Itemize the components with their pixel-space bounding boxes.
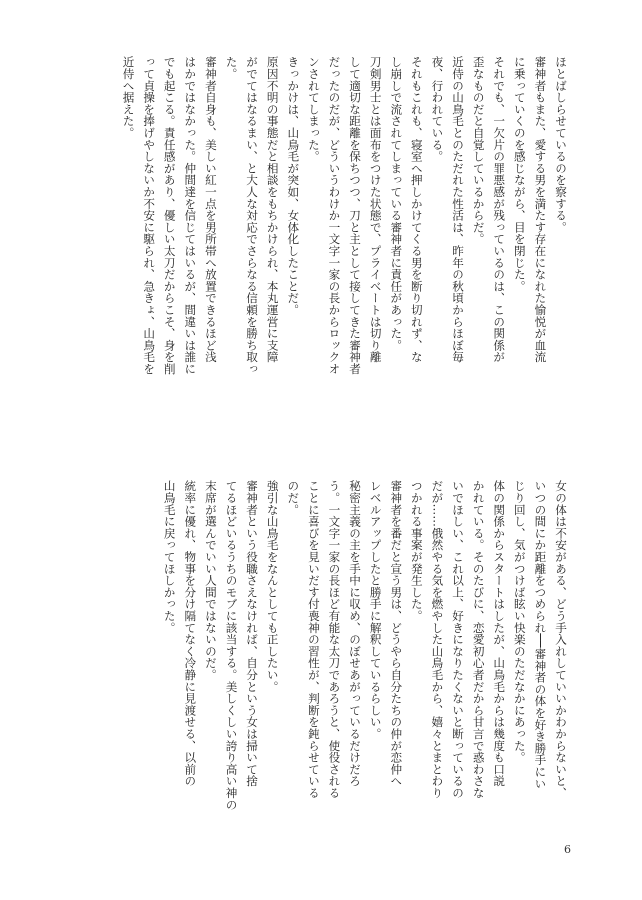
- text-line: 近侍へ据えた。: [121, 56, 136, 139]
- text-line: それでも、一欠片の罪悪感が残っているのは、この関係が: [492, 56, 507, 363]
- text-line: きっかけは、山鳥毛が突如、女体化したことだ。: [286, 56, 301, 316]
- text-line: して適切な距離を保ちつつ、刀と主として接してきた審神者: [348, 56, 363, 375]
- text-line: 秘密主義の主を手中に収め、のぼせあがっているだけだろ: [348, 480, 363, 787]
- text-line: ほとばしらせているのを察する。: [554, 56, 568, 233]
- text-line: でも起こる。責任感があり、優しい太刀だからこそ、身を削: [162, 56, 177, 375]
- text-line: 刀剣男士とは面布をつけた状態で、プライベートは切り離: [368, 56, 383, 363]
- text-line: いつの間にか距離をつめられ──審神者の体を好き勝手にい: [533, 480, 548, 790]
- text-line: って貞操を捧げやしないか不安に駆られ、急きょ、山鳥毛を: [142, 56, 157, 375]
- text-line: 審神者自身も、美しい紅一点を男所帯へ放置できるほど浅: [203, 56, 218, 363]
- text-line: ことに喜びを見いだす付喪神の習性が、判断を鈍らせている: [306, 480, 321, 799]
- text-line: 歪なものだと自覚しているからだ。: [471, 56, 486, 245]
- text-line: 統率に優れ、物事を分け隔てなく冷静に見渡せる、以前の: [183, 480, 198, 787]
- text-line: いでほしい、これ以上、好きになりたくないと断っているの: [451, 480, 466, 799]
- text-line: 審神者を番だと宣う男は、どうやら自分たちの仲が恋仲へ: [389, 480, 404, 787]
- text-line: 山鳥毛に戻ってほしかった。: [162, 480, 177, 634]
- text-line: 原因不明の事態だと相談をもちかけられ、本丸運営に支障: [265, 56, 280, 363]
- text-line: だが……俄然やる気を燃やした山鳥毛から、嬉々とまとわり: [430, 480, 445, 799]
- text-line: 夜、行われている。: [430, 56, 445, 163]
- text-line: 審神者もまた、愛する男を満たす存在になれた愉悦が血流: [533, 56, 548, 363]
- text-line: ンされてしまった。: [306, 56, 321, 163]
- text-line: レベルアップしたと勝手に解釈しているらしい。: [368, 480, 383, 740]
- text-line: だったのだが、どういうわけか一文字一家の長からロックオ: [327, 56, 342, 375]
- text-line: し崩しで流されてしまっている審神者に責任があった。: [389, 56, 404, 351]
- text-line: つかれる事案が発生した。: [409, 480, 424, 622]
- upper-text-column-block: [71, 56, 571, 428]
- text-line: 強引な山鳥毛をなんとしても正したい。: [265, 480, 280, 693]
- text-line: のだ。: [286, 480, 301, 516]
- text-line: 近侍の山鳥毛とのただれた性活は、昨年の秋頃からほぼ毎: [451, 56, 466, 363]
- text-line: てるほどいるうちのモブに該当する。美しくしい誇り高い神の: [224, 480, 239, 811]
- text-line: 女の体は不安がある、どう手入れしていいかわからないと、: [554, 480, 568, 799]
- text-line: かれている。そのたびに、恋愛初心者だから甘言で惑わさな: [471, 480, 486, 799]
- text-line: た。: [224, 56, 239, 80]
- text-line: 末席が選んでいい人間ではないのだ。: [203, 480, 218, 681]
- text-line: う。一文字一家の長ほど有能な太刀であろうと、使役される: [327, 480, 342, 799]
- text-line: 審神者という役職さえなければ、自分という女は掃いて捨: [245, 480, 260, 787]
- text-line: それもこれも、寝室へ押しかけてくる男を断り切れず、な: [409, 56, 424, 363]
- text-line: がでてはなるまい、と大人な対応でさらなる信頼を勝ち取っ: [245, 56, 260, 375]
- lower-text-column-block: [71, 480, 571, 852]
- page-number: 6: [564, 843, 571, 856]
- text-line: じり回し、気がつけば眩い快楽のただなかにあった。: [512, 480, 527, 764]
- text-line: 体の関係からスタートはしたが、山鳥毛からは幾度も口説: [492, 480, 507, 787]
- text-line: はかではなかった。仲間達を信じてはいるが、間違いは誰に: [183, 56, 198, 375]
- text-line: に乗っていくのを感じながら、目を閉じた。: [512, 56, 527, 292]
